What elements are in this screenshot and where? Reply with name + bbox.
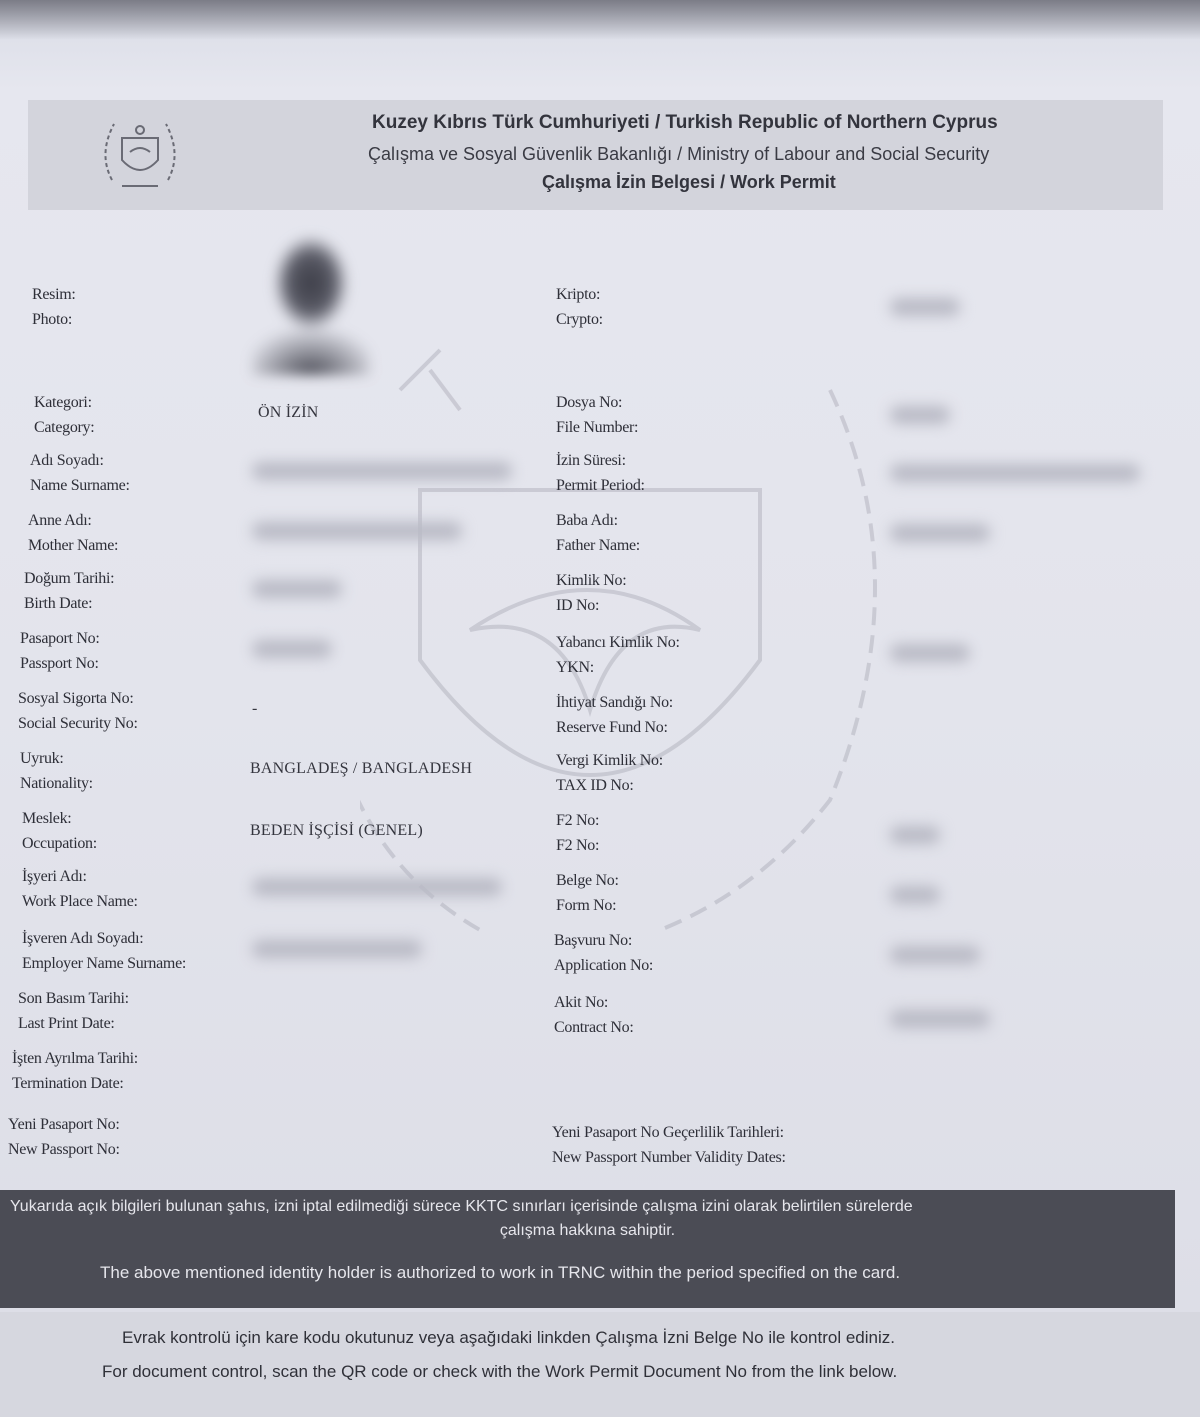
- label-tr: F2 No:: [556, 812, 600, 829]
- label-tr: Belge No:: [556, 872, 619, 889]
- label-occupation: [22, 806, 97, 856]
- redacted-passport-no: [252, 640, 332, 658]
- label-nationality: [20, 746, 93, 796]
- label-en: Social Security No:: [18, 715, 138, 732]
- label-en: Mother Name:: [28, 537, 119, 554]
- label-tr: Meslek:: [22, 810, 72, 827]
- label-en: Work Place Name:: [22, 893, 138, 910]
- label-en: Permit Period:: [556, 477, 645, 494]
- label-employer-name: [22, 926, 186, 976]
- label-birth-date: [24, 566, 114, 616]
- label-en: Name Surname:: [30, 477, 130, 494]
- label-social-security-no: [18, 686, 138, 736]
- label-tr: Başvuru No:: [554, 932, 633, 949]
- label-tr: Kimlik No:: [556, 572, 627, 589]
- redacted-mother-name: [252, 522, 462, 540]
- label-en: ID No:: [556, 597, 600, 614]
- label-en: Occupation:: [22, 835, 97, 852]
- label-en: New Passport Number Validity Dates:: [552, 1149, 786, 1166]
- label-en: Last Print Date:: [18, 1015, 115, 1032]
- label-tr: Uyruk:: [20, 750, 64, 767]
- label-tr: Yeni Pasaport No Geçerlilik Tarihleri:: [552, 1124, 784, 1141]
- authorization-notice: [0, 1190, 1175, 1308]
- value-social-security-no: -: [252, 700, 258, 717]
- state-emblem-icon: [92, 110, 188, 198]
- label-tr: Kripto:: [556, 286, 601, 303]
- notice-tr: Yukarıda açık bilgileri bulunan şahıs, izni iptal edilmediği sürece KKTC sınırları içerisinde çalışma izini olarak belirtilen sürelerde: [10, 1198, 913, 1215]
- label-contract-no: [554, 990, 634, 1040]
- label-name-surname: [30, 448, 130, 498]
- label-form-no: [556, 868, 619, 918]
- label-tr: Adı Soyadı:: [30, 452, 104, 469]
- header-document-title: Çalışma İzin Belgesi / Work Permit: [542, 172, 836, 192]
- value-occupation: BEDEN İŞÇİSİ (GENEL): [250, 822, 423, 839]
- label-work-place-name: [22, 864, 138, 914]
- label-tr: Resim:: [32, 286, 76, 303]
- redacted-f2-no: [890, 826, 940, 844]
- document-control-footer: [0, 1312, 1200, 1417]
- notice-tr-cont: çalışma hakkına sahiptir.: [499, 1222, 676, 1239]
- label-en: Category:: [34, 419, 95, 436]
- label-permit-period: [556, 448, 645, 498]
- label-en: Form No:: [556, 897, 617, 914]
- label-en: Father Name:: [556, 537, 640, 554]
- label-father-name: [556, 508, 640, 558]
- footer-en: For document control, scan the QR code or check with the Work Permit Document No from the link below.: [102, 1362, 898, 1381]
- label-tr: Dosya No:: [556, 394, 623, 411]
- label-tr: Son Basım Tarihi:: [18, 990, 129, 1007]
- redacted-employer-name: [252, 940, 422, 958]
- redacted-name: [252, 462, 512, 480]
- label-tr: Sosyal Sigorta No:: [18, 690, 134, 707]
- holder-photo: [252, 225, 370, 375]
- label-tr: Doğum Tarihi:: [24, 570, 115, 587]
- label-en: Application No:: [554, 957, 654, 974]
- label-category: [34, 390, 94, 440]
- label-f2-no: [556, 808, 599, 858]
- notice-en: The above mentioned identity holder is authorized to work in TRNC within the period specified on the card.: [100, 1263, 901, 1282]
- redacted-permit-period: [890, 464, 1140, 482]
- value-nationality: BANGLADEŞ / BANGLADESH: [250, 760, 473, 777]
- label-en: F2 No:: [556, 837, 600, 854]
- redacted-application-no: [890, 946, 980, 964]
- redacted-work-place: [252, 878, 502, 896]
- label-tr: Yabancı Kimlik No:: [556, 634, 680, 651]
- label-last-print-date: [18, 986, 129, 1036]
- header-country: Kuzey Kıbrıs Türk Cumhuriyeti / Turkish Republic of Northern Cyprus: [372, 112, 998, 133]
- label-reserve-fund-no: [556, 690, 673, 740]
- label-en: Contract No:: [554, 1019, 634, 1036]
- label-en: TAX ID No:: [556, 777, 634, 794]
- label-file-number: [556, 390, 638, 440]
- label-en: Passport No:: [20, 655, 99, 672]
- redacted-foreign-id-no: [890, 644, 970, 662]
- label-photo: [32, 282, 76, 332]
- footer-tr: Evrak kontrolü için kare kodu okutunuz veya aşağıdaki linkden Çalışma İzni Belge No ile kontrol ediniz.: [122, 1328, 895, 1347]
- label-application-no: [554, 928, 653, 978]
- label-tr: Yeni Pasaport No:: [8, 1116, 120, 1133]
- label-en: Termination Date:: [12, 1075, 124, 1092]
- label-tr: Kategori:: [34, 394, 92, 411]
- label-new-passport-validity: [552, 1120, 786, 1170]
- label-tr: Pasaport No:: [20, 630, 100, 647]
- redacted-birth-date: [252, 580, 342, 598]
- redacted-crypto: [890, 298, 960, 316]
- label-tax-id-no: [556, 748, 663, 798]
- label-id-no: [556, 568, 626, 618]
- label-en: Employer Name Surname:: [22, 955, 187, 972]
- redacted-father-name: [890, 524, 990, 542]
- label-en: Reserve Fund No:: [556, 719, 668, 736]
- redacted-form-no: [890, 886, 940, 904]
- label-en: Nationality:: [20, 775, 93, 792]
- label-tr: İhtiyat Sandığı No:: [556, 694, 673, 711]
- label-tr: Baba Adı:: [556, 512, 618, 529]
- label-en: YKN:: [556, 659, 594, 676]
- header-ministry: Çalışma ve Sosyal Güvenlik Bakanlığı / Ministry of Labour and Social Security: [368, 144, 990, 164]
- label-tr: İşveren Adı Soyadı:: [22, 930, 144, 947]
- label-foreign-id-no: [556, 630, 680, 680]
- label-tr: Akit No:: [554, 994, 609, 1011]
- label-tr: İşyeri Adı:: [22, 868, 87, 885]
- label-en: Birth Date:: [24, 595, 93, 612]
- label-tr: İşten Ayrılma Tarihi:: [12, 1050, 138, 1067]
- paper-fold-shadow: [0, 0, 1200, 40]
- label-en: File Number:: [556, 419, 639, 436]
- label-crypto: [556, 282, 603, 332]
- label-tr: Vergi Kimlik No:: [556, 752, 663, 769]
- redacted-file-number: [890, 406, 950, 424]
- label-mother-name: [28, 508, 118, 558]
- label-new-passport-no: [8, 1112, 120, 1162]
- label-termination-date: [12, 1046, 138, 1096]
- label-en: New Passport No:: [8, 1141, 120, 1158]
- label-en: Photo:: [32, 311, 72, 328]
- label-tr: Anne Adı:: [28, 512, 92, 529]
- label-en: Crypto:: [556, 311, 603, 328]
- label-tr: İzin Süresi:: [556, 452, 626, 469]
- label-passport-no: [20, 626, 100, 676]
- value-category: ÖN İZİN: [258, 404, 319, 421]
- redacted-contract-no: [890, 1010, 990, 1028]
